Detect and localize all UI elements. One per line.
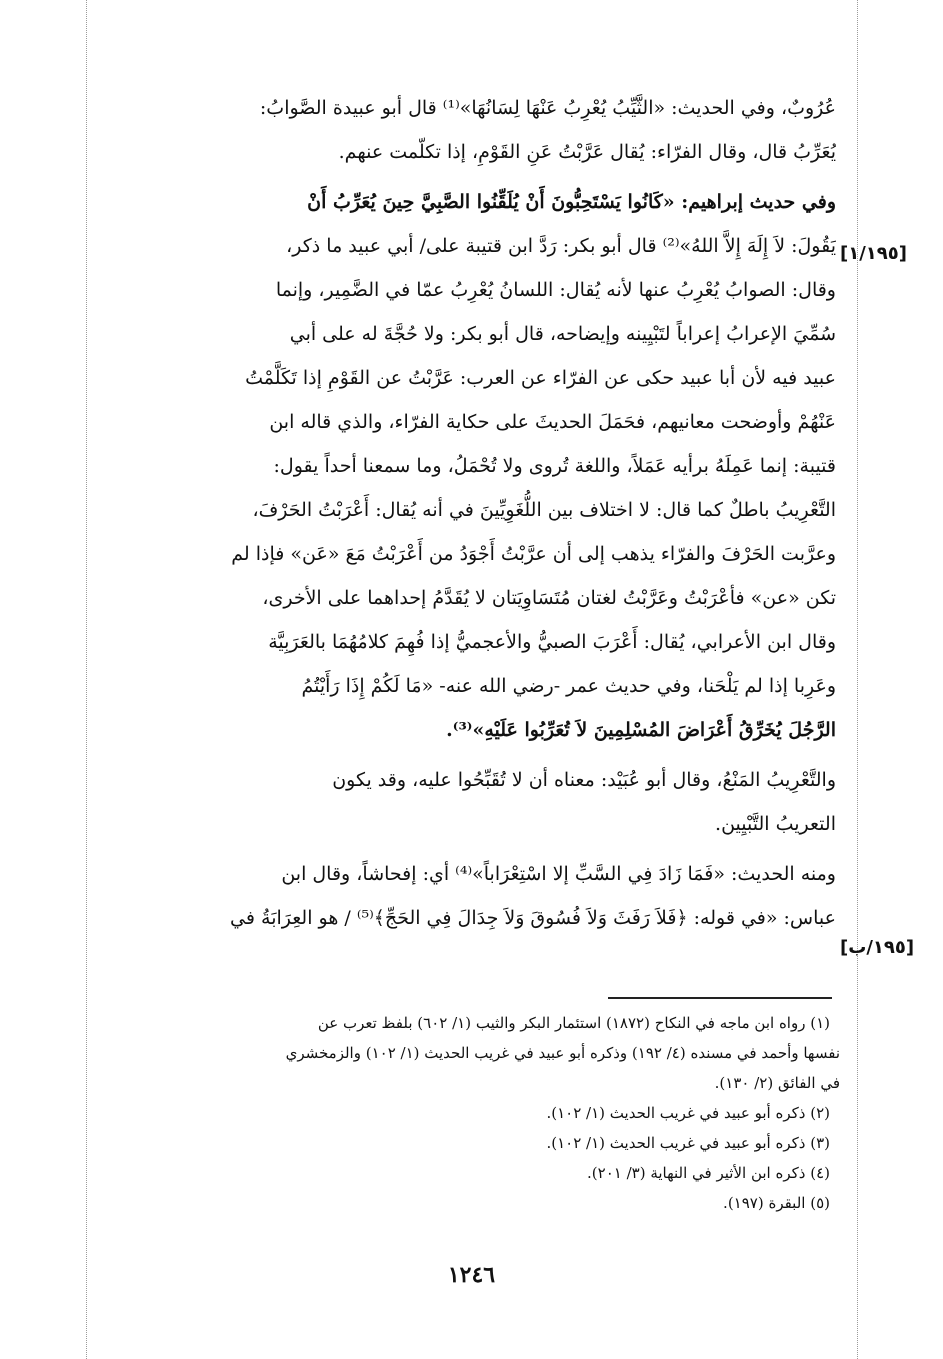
text-line: وقال ابن الأعرابي، يُقال: أَعْرَبَ الصبيُّ والأعجميُّ إذا فُهِمَ كلامُهُمَا بالعَرَبِيَّة bbox=[268, 631, 836, 653]
text-line: التَّعْرِيبُ باطلٌ كما قال: لا اختلاف بين اللُّغَوِيِّينَ في أنه يُقال: أَعْرَبْتُ الحَرْفَ، bbox=[252, 499, 836, 521]
footnote-line: (٤) ذكره ابن الأثير في النهاية (٣/ ٢٠١). bbox=[587, 1164, 830, 1182]
text-line: عُرُوبٌ، وفي الحديث: «الثَّيِّبُ يُعْرِبُ عَنْهَا لِسَانُهَا»⁽¹⁾ قال أبو عبيدة الصَّوابُ: bbox=[259, 97, 836, 119]
text-line: الرَّجُلَ يُخَرِّقُ أَعْرَاضَ المُسْلِمِينَ لاَ تُعَرِّبُوا عَلَيْهِ»⁽³⁾. bbox=[446, 719, 836, 741]
text-line: يَقُولَ: لاَ إِلَهَ إِلاَّ اللهُ»⁽²⁾ قال أبو بكر: رَدَّ ابن قتيبة على/ أبي عبيد ما ذكر، bbox=[286, 235, 836, 257]
footnote-line: (٥) البقرة (١٩٧). bbox=[723, 1194, 830, 1212]
margin-folio-note: [١٩٥/ب] bbox=[840, 937, 915, 958]
scan-dotted-line bbox=[857, 0, 858, 1359]
text-line: والتَّعْرِيبُ المَنْعُ، وقال أبو عُبَيْد: معناه أن لا تُقَبِّحُوا عليه، وقد يكون bbox=[332, 769, 836, 791]
margin-folio-note: [١/١٩٥] bbox=[840, 243, 907, 264]
text-line: يُعَرِّبُ قال، وقال الفرّاء: يُقال عَرَّبْتُ عَنِ القَوْمِ، إذا تكلّمت عنهم. bbox=[338, 141, 836, 163]
text-line: وعرَّبت الحَرْفَ والفرّاء يذهب إلى أن عرَّبْتُ أَجْوَدُ من أَعْرَبْتُ مَعَ «عَن» فإذا لم bbox=[231, 543, 836, 565]
footnote-line: (٢) ذكره أبو عبيد في غريب الحديث (١/ ١٠٢). bbox=[546, 1104, 830, 1122]
text-line: سُمِّيَ الإعرابُ إعراباً لتَبْيِينه وإيضاحه، قال أبو بكر: ولا حُجَّةَ له على أبي bbox=[289, 323, 836, 345]
text-line: وعَرِبا إذا لم يَلْحَنا، وفي حديث عمر -رضي الله عنه- «مَا لَكُمْ إِذَا رَأَيْتُمُ bbox=[301, 675, 836, 697]
text-line: التعريبُ التَّبْيِين. bbox=[715, 813, 836, 835]
footnote-line: نفسها وأحمد في مسنده (٤/ ١٩٢) وذكره أبو عبيد في غريب الحديث (١/ ١٠٢) والزمخشري bbox=[285, 1044, 840, 1062]
text-line: عبيد فيه لأن أبا عبيد حكى عن الفرّاء عن العرب: عَرَّبْتُ عن القَوْمِ إذا تَكَلَّمْتُ bbox=[245, 367, 836, 389]
footnotes bbox=[120, 1008, 840, 1218]
text-line: عَنْهُمْ وأوضحت معانيهم، فحَمَلَ الحديثَ على حكاية الفرّاء، والذي قاله ابن bbox=[269, 411, 836, 433]
footnote-line: في الفائق (٢/ ١٣٠). bbox=[714, 1074, 840, 1092]
scan-dotted-line bbox=[86, 0, 87, 1359]
footnote-separator bbox=[608, 997, 832, 999]
text-line: تكن «عن» فأعْرَبْتُ وعَرَّبْتُ لغتان مُتَسَاوِيَتان لا يُقَدَّمُ إحداهما على الأخرى، bbox=[262, 587, 836, 609]
text-line: عباس: «في قوله: ﴿فَلاَ رَفَثَ وَلاَ فُسُوقَ وَلاَ جِدَالَ فِي الحَجِّ﴾⁽⁵⁾ / هو العِرَابَةُ في bbox=[230, 907, 836, 929]
page-number: ١٢٤٦ bbox=[447, 1262, 496, 1288]
text-line: قتيبة: إنما عَمِلَهُ برأيه عَمَلاً، واللغة تُروى ولا تُحْمَلُ، وما سمعنا أحداً يقول: bbox=[273, 455, 836, 477]
text-line: وفي حديث إبراهيم: «كَانُوا يَسْتَحِبُّونَ أَنْ يُلَقِّنُوا الصَّبِيَّ حِينَ يُعَرِّبُ أَنْ bbox=[307, 191, 836, 213]
text-line: ومنه الحديث: «فَمَا زَادَ فِي السَّبِّ إلا اسْتِعْرَاباً»⁽⁴⁾ أي: إفحاشاً، وقال ابن bbox=[281, 863, 836, 885]
footnote-line: (٣) ذكره أبو عبيد في غريب الحديث (١/ ١٠٢). bbox=[546, 1134, 830, 1152]
main-text bbox=[118, 86, 836, 940]
text-line: وقال: الصوابُ يُعْرِبُ عنها لأنه يُقال: اللسانُ يُعْرِبُ عمّا في الضَّمِير، وإنما bbox=[275, 279, 836, 301]
footnote-line: (١) رواه ابن ماجه في النكاح (١٨٧٢) استئمار البكر والثيب (١/ ٦٠٢) بلفظ تعرب عن bbox=[317, 1014, 830, 1032]
